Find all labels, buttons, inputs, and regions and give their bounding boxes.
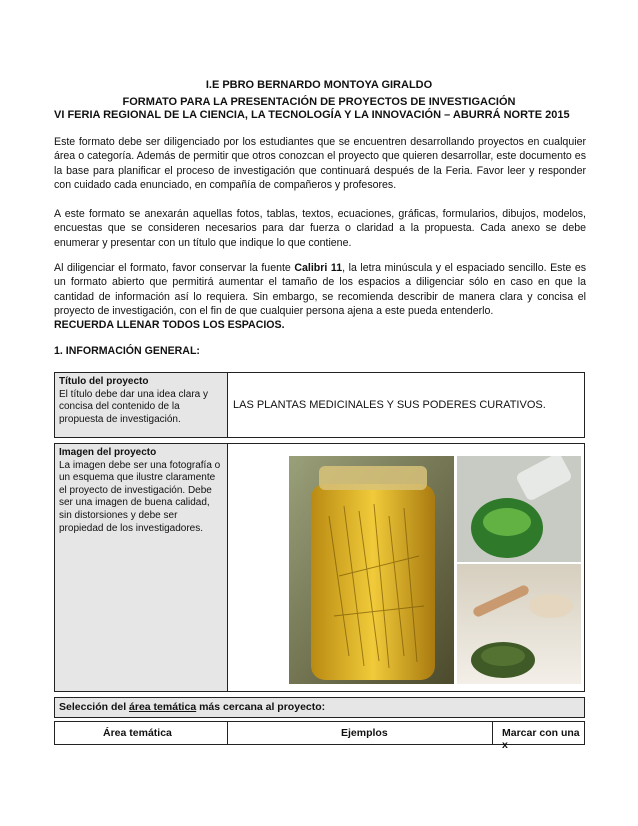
project-image-hint: La imagen debe ser una fotografía o un esquema que ilustre claramente el proyecto de investigación. Debe ser una imagen de buena calidad, sin distorsiones y debe ser propiedad de los investigadores. [59, 459, 221, 534]
project-image-label-cell [55, 444, 228, 691]
thematic-selection-row [54, 697, 585, 718]
intro-paragraph-1: Este formato debe ser diligenciado por los estudiantes que se encuentren desarrollando proyectos en cualquier área o categoría. Además de permitir que otros conozcan el proyecto que quieren desarrollar, este documento es la base para planificar el proceso de investigación que continuará después de la Feria. Favor leer y responder con cuidado cada enunciado, en compañía de compañeros y profesores. [54, 136, 586, 192]
school-name: I.E PBRO BERNARDO MONTOYA GIRALDO [205, 79, 433, 91]
project-title-label-cell [55, 373, 228, 437]
col-divider-2 [492, 722, 493, 744]
intro-p3-start: Al diligenciar el formato, favor conservar la fuente [54, 262, 295, 274]
thematic-suffix: más cercana al proyecto: [196, 701, 326, 713]
intro-paragraph-3 [54, 261, 586, 319]
section-heading: 1. INFORMACIÓN GENERAL: [54, 345, 200, 357]
project-image-row [54, 443, 585, 692]
col-mark: Marcar con una x [502, 727, 580, 751]
jar-lid [319, 466, 427, 490]
project-title-label: Título del proyecto [59, 376, 149, 387]
thematic-header-row [54, 721, 585, 751]
col-divider-1 [227, 722, 228, 744]
col-examples: Ejemplos [341, 727, 388, 739]
project-image-label: Imagen del proyecto [59, 447, 157, 458]
font-name: Calibri 11 [294, 262, 343, 274]
project-photo [289, 456, 581, 684]
fair-title: VI FERIA REGIONAL DE LA CIENCIA, LA TECNOLOGÍA Y LA INNOVACIÓN – ABURRÁ NORTE 2015 [54, 109, 570, 121]
project-title-hint: El título debe dar una idea clara y concisa del contenido de la propuesta de investigación. [59, 388, 208, 425]
mortar-icon [529, 594, 573, 618]
intro-p3-end: , la letra minúscula y el espaciado sencillo. Este es un formato abierto que permitirá aumentar el tamaño de los espacios a diligenciar sólo en caso en que la cantidad de información así lo requiera. Sin embargo, se recomienda describir de manera clara y concisa el proyecto de investigación, con el fin de que cualquier persona ajena a este pueda entenderlo. [54, 262, 587, 318]
thematic-prefix: Selección del [59, 701, 130, 713]
thematic-underlined: área temática [129, 701, 197, 713]
project-title-value[interactable]: LAS PLANTAS MEDICINALES Y SUS PODERES CURATIVOS. [233, 399, 546, 411]
reminder: RECUERDA LLENAR TODOS LOS ESPACIOS. [54, 319, 285, 331]
project-title-row [54, 372, 585, 438]
format-title: FORMATO PARA LA PRESENTACIÓN DE PROYECTOS DE INVESTIGACIÓN [122, 96, 516, 108]
col-area: Área temática [103, 727, 172, 739]
intro-paragraph-2: A este formato se anexarán aquellas fotos, tablas, textos, ecuaciones, gráficas, formularios, dibujos, modelos, encuestas que se consideren necesarios para dar fuerza o claridad a la propuesta. Cada anexo se debe enumerar y presentar con un título que indique lo que contiene. [54, 208, 586, 249]
